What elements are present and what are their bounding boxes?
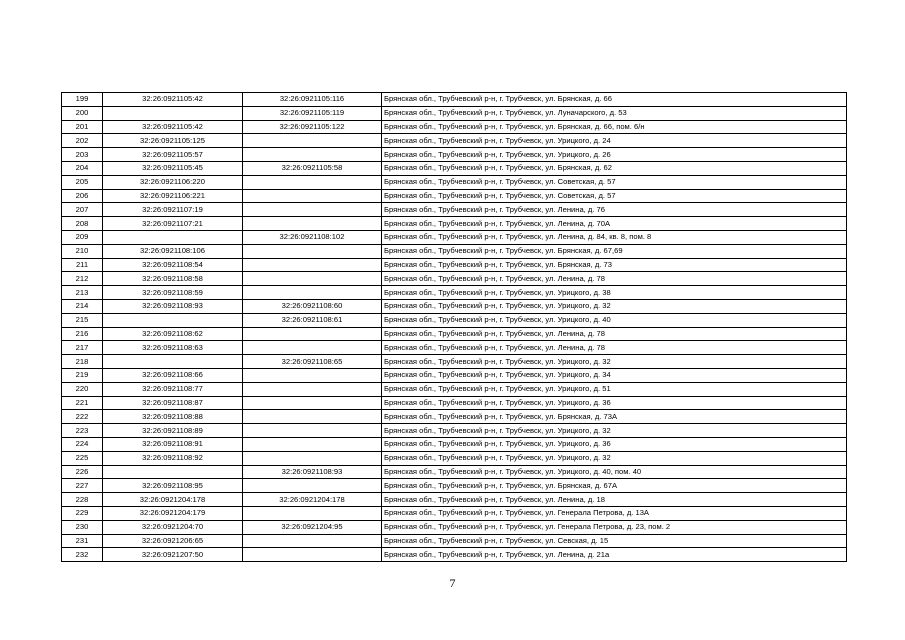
address-cell: Брянская обл., Трубчевский р-н, г. Трубчевск, ул. Урицкого, д. 40 bbox=[382, 313, 847, 327]
related-cadastral-number-cell bbox=[243, 410, 382, 424]
row-number-cell: 231 bbox=[62, 534, 103, 548]
cadastral-number-cell: 32:26:0921206:65 bbox=[103, 534, 243, 548]
row-number-cell: 222 bbox=[62, 410, 103, 424]
cadastral-number-cell: 32:26:0921108:91 bbox=[103, 437, 243, 451]
cadastral-number-cell: 32:26:0921108:58 bbox=[103, 272, 243, 286]
table-row bbox=[62, 313, 847, 327]
cadastral-number-cell: 32:26:0921108:63 bbox=[103, 341, 243, 355]
cadastral-number-cell bbox=[103, 313, 243, 327]
cadastral-number-cell: 32:26:0921105:45 bbox=[103, 161, 243, 175]
table-row bbox=[62, 368, 847, 382]
related-cadastral-number-cell bbox=[243, 506, 382, 520]
table-row bbox=[62, 272, 847, 286]
row-number-cell: 216 bbox=[62, 327, 103, 341]
cadastral-number-cell: 32:26:0921204:178 bbox=[103, 493, 243, 507]
row-number-cell: 206 bbox=[62, 189, 103, 203]
related-cadastral-number-cell: 32:26:0921108:102 bbox=[243, 230, 382, 244]
row-number-cell: 212 bbox=[62, 272, 103, 286]
table-row bbox=[62, 175, 847, 189]
address-cell: Брянская обл., Трубчевский р-н, г. Трубчевск, ул. Брянская, д. 67А bbox=[382, 479, 847, 493]
related-cadastral-number-cell bbox=[243, 134, 382, 148]
address-cell: Брянская обл., Трубчевский р-н, г. Трубчевск, ул. Урицкого, д. 32 bbox=[382, 451, 847, 465]
table-row bbox=[62, 244, 847, 258]
row-number-cell: 209 bbox=[62, 230, 103, 244]
table-row bbox=[62, 217, 847, 231]
address-cell: Брянская обл., Трубчевский р-н, г. Трубчевск, ул. Ленина, д. 84, кв. 8, пом. 8 bbox=[382, 230, 847, 244]
address-cell: Брянская обл., Трубчевский р-н, г. Трубчевск, ул. Ленина, д. 18 bbox=[382, 493, 847, 507]
row-number-cell: 223 bbox=[62, 424, 103, 438]
row-number-cell: 229 bbox=[62, 506, 103, 520]
table-row bbox=[62, 479, 847, 493]
address-cell: Брянская обл., Трубчевский р-н, г. Трубчевск, ул. Урицкого, д. 32 bbox=[382, 299, 847, 313]
table-row bbox=[62, 534, 847, 548]
row-number-cell: 232 bbox=[62, 548, 103, 562]
address-cell: Брянская обл., Трубчевский р-н, г. Трубчевск, ул. Урицкого, д. 34 bbox=[382, 368, 847, 382]
table-row bbox=[62, 410, 847, 424]
related-cadastral-number-cell bbox=[243, 327, 382, 341]
table-row bbox=[62, 506, 847, 520]
cadastral-number-cell: 32:26:0921108:77 bbox=[103, 382, 243, 396]
table-row bbox=[62, 134, 847, 148]
table-row bbox=[62, 161, 847, 175]
related-cadastral-number-cell: 32:26:0921108:93 bbox=[243, 465, 382, 479]
table-row bbox=[62, 299, 847, 313]
cadastral-number-cell: 32:26:0921105:57 bbox=[103, 148, 243, 162]
related-cadastral-number-cell bbox=[243, 437, 382, 451]
related-cadastral-number-cell: 32:26:0921105:119 bbox=[243, 106, 382, 120]
table-row bbox=[62, 327, 847, 341]
address-cell: Брянская обл., Трубчевский р-н, г. Трубчевск, ул. Советская, д. 57 bbox=[382, 189, 847, 203]
row-number-cell: 211 bbox=[62, 258, 103, 272]
cadastral-number-cell: 32:26:0921108:59 bbox=[103, 286, 243, 300]
address-cell: Брянская обл., Трубчевский р-н, г. Трубчевск, ул. Советская, д. 57 bbox=[382, 175, 847, 189]
row-number-cell: 224 bbox=[62, 437, 103, 451]
cadastral-number-cell: 32:26:0921108:92 bbox=[103, 451, 243, 465]
related-cadastral-number-cell bbox=[243, 272, 382, 286]
row-number-cell: 220 bbox=[62, 382, 103, 396]
row-number-cell: 213 bbox=[62, 286, 103, 300]
address-cell: Брянская обл., Трубчевский р-н, г. Трубчевск, ул. Урицкого, д. 36 bbox=[382, 437, 847, 451]
related-cadastral-number-cell: 32:26:0921108:60 bbox=[243, 299, 382, 313]
related-cadastral-number-cell bbox=[243, 244, 382, 258]
cadastral-number-cell: 32:26:0921108:62 bbox=[103, 327, 243, 341]
related-cadastral-number-cell bbox=[243, 203, 382, 217]
related-cadastral-number-cell bbox=[243, 548, 382, 562]
related-cadastral-number-cell: 32:26:0921204:178 bbox=[243, 493, 382, 507]
address-cell: Брянская обл., Трубчевский р-н, г. Трубчевск, ул. Брянская, д. 66 bbox=[382, 93, 847, 107]
table-row bbox=[62, 148, 847, 162]
table-row bbox=[62, 286, 847, 300]
address-cell: Брянская обл., Трубчевский р-н, г. Трубчевск, ул. Урицкого, д. 38 bbox=[382, 286, 847, 300]
related-cadastral-number-cell: 32:26:0921105:116 bbox=[243, 93, 382, 107]
address-cell: Брянская обл., Трубчевский р-н, г. Трубчевск, ул. Ленина, д. 78 bbox=[382, 327, 847, 341]
cadastral-number-cell: 32:26:0921106:221 bbox=[103, 189, 243, 203]
address-cell: Брянская обл., Трубчевский р-н, г. Трубчевск, ул. Ленина, д. 70А bbox=[382, 217, 847, 231]
table-row bbox=[62, 120, 847, 134]
row-number-cell: 204 bbox=[62, 161, 103, 175]
row-number-cell: 205 bbox=[62, 175, 103, 189]
table-row bbox=[62, 437, 847, 451]
cadastral-number-cell: 32:26:0921108:88 bbox=[103, 410, 243, 424]
table-row bbox=[62, 106, 847, 120]
table-row bbox=[62, 548, 847, 562]
related-cadastral-number-cell bbox=[243, 396, 382, 410]
cadastral-number-cell bbox=[103, 465, 243, 479]
table-row bbox=[62, 451, 847, 465]
row-number-cell: 202 bbox=[62, 134, 103, 148]
table-row bbox=[62, 424, 847, 438]
cadastral-number-cell: 32:26:0921106:220 bbox=[103, 175, 243, 189]
table-row bbox=[62, 189, 847, 203]
address-cell: Брянская обл., Трубчевский р-н, г. Трубчевск, ул. Ленина, д. 21а bbox=[382, 548, 847, 562]
row-number-cell: 210 bbox=[62, 244, 103, 258]
row-number-cell: 208 bbox=[62, 217, 103, 231]
row-number-cell: 215 bbox=[62, 313, 103, 327]
row-number-cell: 203 bbox=[62, 148, 103, 162]
row-number-cell: 214 bbox=[62, 299, 103, 313]
related-cadastral-number-cell bbox=[243, 217, 382, 231]
related-cadastral-number-cell bbox=[243, 189, 382, 203]
address-cell: Брянская обл., Трубчевский р-н, г. Трубчевск, ул. Урицкого, д. 24 bbox=[382, 134, 847, 148]
cadastral-number-cell: 32:26:0921108:93 bbox=[103, 299, 243, 313]
table-row bbox=[62, 230, 847, 244]
table-row bbox=[62, 93, 847, 107]
related-cadastral-number-cell bbox=[243, 479, 382, 493]
cadastral-number-cell: 32:26:0921108:89 bbox=[103, 424, 243, 438]
cadastral-number-cell: 32:26:0921107:19 bbox=[103, 203, 243, 217]
row-number-cell: 228 bbox=[62, 493, 103, 507]
cadastral-number-cell: 32:26:0921107:21 bbox=[103, 217, 243, 231]
table-row bbox=[62, 341, 847, 355]
row-number-cell: 230 bbox=[62, 520, 103, 534]
row-number-cell: 226 bbox=[62, 465, 103, 479]
cadastral-number-cell: 32:26:0921108:54 bbox=[103, 258, 243, 272]
address-cell: Брянская обл., Трубчевский р-н, г. Трубчевск, ул. Урицкого, д. 36 bbox=[382, 396, 847, 410]
registry-table bbox=[61, 92, 847, 562]
address-cell: Брянская обл., Трубчевский р-н, г. Трубчевск, ул. Брянская, д. 73А bbox=[382, 410, 847, 424]
related-cadastral-number-cell: 32:26:0921204:95 bbox=[243, 520, 382, 534]
row-number-cell: 218 bbox=[62, 355, 103, 369]
address-cell: Брянская обл., Трубчевский р-н, г. Трубчевск, ул. Брянская, д. 67,69 bbox=[382, 244, 847, 258]
address-cell: Брянская обл., Трубчевский р-н, г. Трубчевск, ул. Брянская, д. 62 bbox=[382, 161, 847, 175]
cadastral-number-cell: 32:26:0921108:106 bbox=[103, 244, 243, 258]
registry-table-body bbox=[62, 93, 847, 562]
cadastral-number-cell: 32:26:0921108:66 bbox=[103, 368, 243, 382]
cadastral-number-cell: 32:26:0921105:125 bbox=[103, 134, 243, 148]
related-cadastral-number-cell bbox=[243, 341, 382, 355]
address-cell: Брянская обл., Трубчевский р-н, г. Трубчевск, ул. Брянская, д. 73 bbox=[382, 258, 847, 272]
cadastral-number-cell bbox=[103, 230, 243, 244]
table-row bbox=[62, 355, 847, 369]
table-row bbox=[62, 203, 847, 217]
related-cadastral-number-cell: 32:26:0921108:61 bbox=[243, 313, 382, 327]
row-number-cell: 225 bbox=[62, 451, 103, 465]
address-cell: Брянская обл., Трубчевский р-н, г. Трубчевск, ул. Урицкого, д. 32 bbox=[382, 424, 847, 438]
address-cell: Брянская обл., Трубчевский р-н, г. Трубчевск, ул. Брянская, д. 66, пом. 6/н bbox=[382, 120, 847, 134]
related-cadastral-number-cell bbox=[243, 286, 382, 300]
cadastral-number-cell: 32:26:0921108:87 bbox=[103, 396, 243, 410]
cadastral-number-cell: 32:26:0921108:95 bbox=[103, 479, 243, 493]
table-row bbox=[62, 382, 847, 396]
row-number-cell: 201 bbox=[62, 120, 103, 134]
row-number-cell: 217 bbox=[62, 341, 103, 355]
related-cadastral-number-cell bbox=[243, 451, 382, 465]
cadastral-number-cell: 32:26:0921204:179 bbox=[103, 506, 243, 520]
table-row bbox=[62, 520, 847, 534]
related-cadastral-number-cell bbox=[243, 258, 382, 272]
row-number-cell: 200 bbox=[62, 106, 103, 120]
table-row bbox=[62, 396, 847, 410]
cadastral-number-cell bbox=[103, 106, 243, 120]
related-cadastral-number-cell bbox=[243, 368, 382, 382]
cadastral-number-cell bbox=[103, 355, 243, 369]
table-row bbox=[62, 258, 847, 272]
related-cadastral-number-cell bbox=[243, 424, 382, 438]
page-number: 7 bbox=[449, 576, 456, 590]
address-cell: Брянская обл., Трубчевский р-н, г. Трубчевск, ул. Генерала Петрова, д. 13А bbox=[382, 506, 847, 520]
address-cell: Брянская обл., Трубчевский р-н, г. Трубчевск, ул. Ленина, д. 76 bbox=[382, 203, 847, 217]
address-cell: Брянская обл., Трубчевский р-н, г. Трубчевск, ул. Луначарского, д. 53 bbox=[382, 106, 847, 120]
table-row bbox=[62, 493, 847, 507]
address-cell: Брянская обл., Трубчевский р-н, г. Трубчевск, ул. Севская, д. 15 bbox=[382, 534, 847, 548]
related-cadastral-number-cell: 32:26:0921105:122 bbox=[243, 120, 382, 134]
row-number-cell: 221 bbox=[62, 396, 103, 410]
address-cell: Брянская обл., Трубчевский р-н, г. Трубчевск, ул. Урицкого, д. 40, пом. 40 bbox=[382, 465, 847, 479]
address-cell: Брянская обл., Трубчевский р-н, г. Трубчевск, ул. Генерала Петрова, д. 23, пом. 2 bbox=[382, 520, 847, 534]
related-cadastral-number-cell: 32:26:0921108:65 bbox=[243, 355, 382, 369]
related-cadastral-number-cell bbox=[243, 534, 382, 548]
related-cadastral-number-cell bbox=[243, 148, 382, 162]
address-cell: Брянская обл., Трубчевский р-н, г. Трубчевск, ул. Урицкого, д. 32 bbox=[382, 355, 847, 369]
cadastral-number-cell: 32:26:0921105:42 bbox=[103, 120, 243, 134]
cadastral-number-cell: 32:26:0921105:42 bbox=[103, 93, 243, 107]
table-row bbox=[62, 465, 847, 479]
address-cell: Брянская обл., Трубчевский р-н, г. Трубчевск, ул. Урицкого, д. 26 bbox=[382, 148, 847, 162]
row-number-cell: 219 bbox=[62, 368, 103, 382]
row-number-cell: 207 bbox=[62, 203, 103, 217]
row-number-cell: 199 bbox=[62, 93, 103, 107]
related-cadastral-number-cell bbox=[243, 175, 382, 189]
address-cell: Брянская обл., Трубчевский р-н, г. Трубчевск, ул. Урицкого, д. 51 bbox=[382, 382, 847, 396]
address-cell: Брянская обл., Трубчевский р-н, г. Трубчевск, ул. Ленина, д. 78 bbox=[382, 341, 847, 355]
row-number-cell: 227 bbox=[62, 479, 103, 493]
cadastral-number-cell: 32:26:0921207:50 bbox=[103, 548, 243, 562]
address-cell: Брянская обл., Трубчевский р-н, г. Трубчевск, ул. Ленина, д. 78 bbox=[382, 272, 847, 286]
cadastral-number-cell: 32:26:0921204:70 bbox=[103, 520, 243, 534]
related-cadastral-number-cell bbox=[243, 382, 382, 396]
related-cadastral-number-cell: 32:26:0921105:58 bbox=[243, 161, 382, 175]
